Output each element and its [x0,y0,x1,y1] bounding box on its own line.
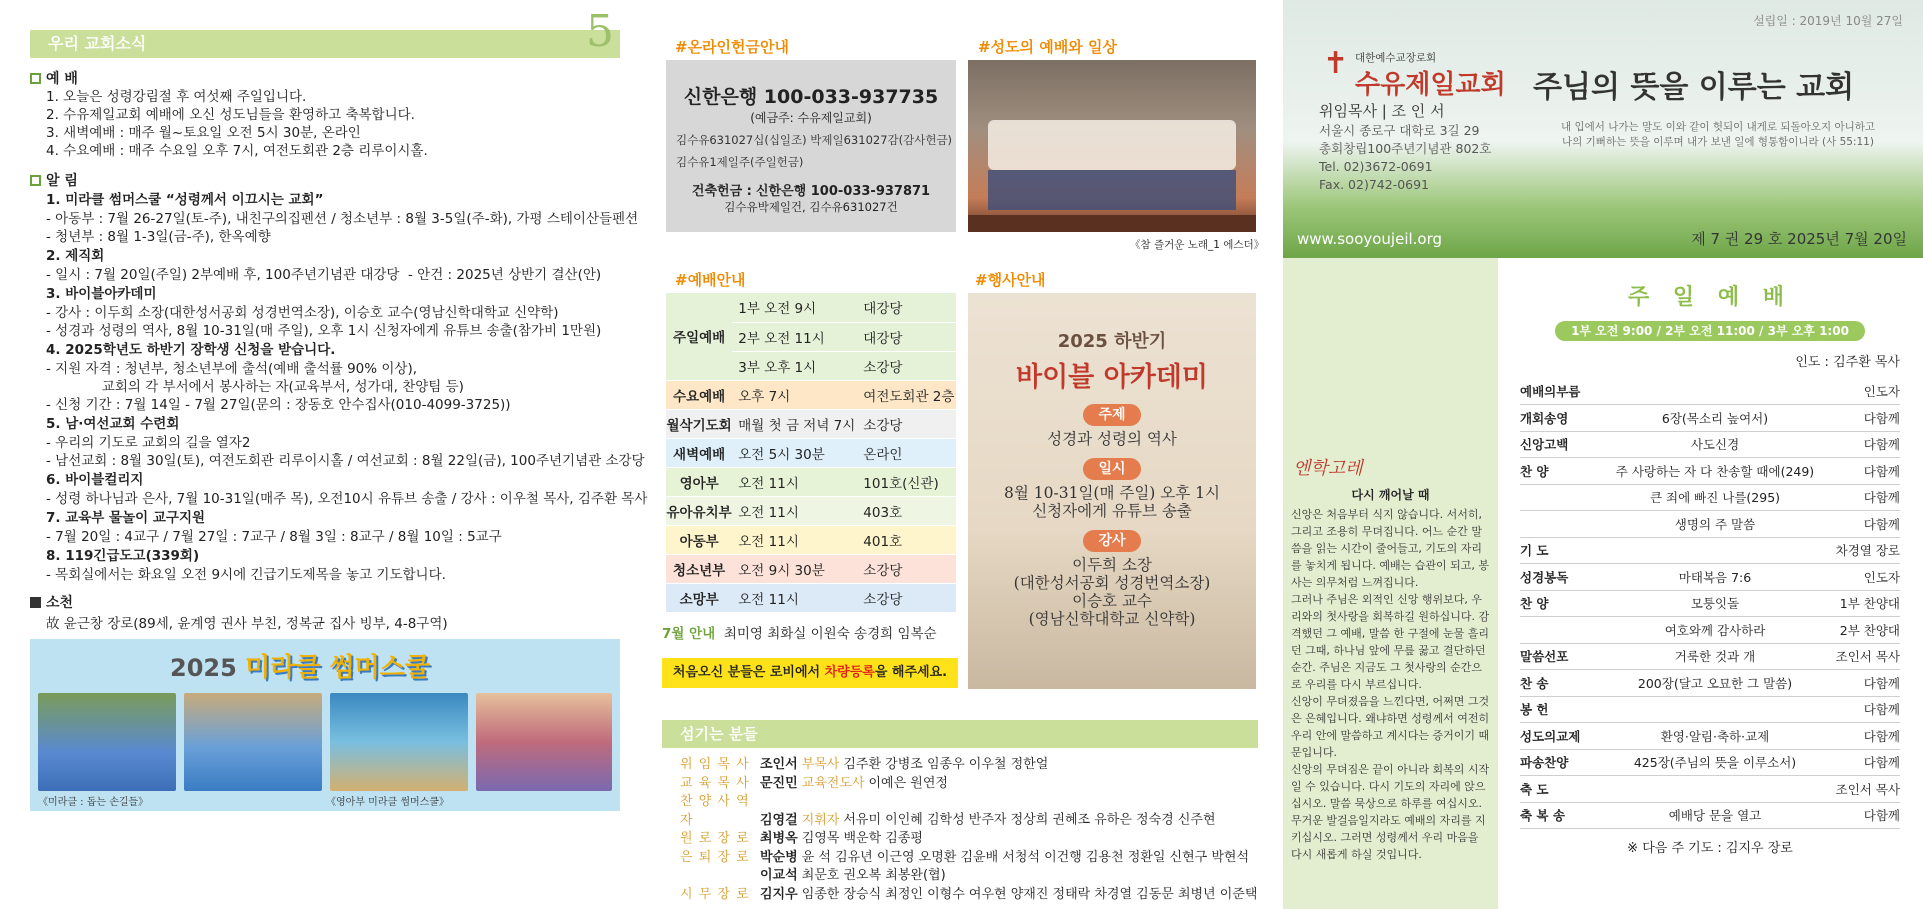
schedule-place: 소강당 [857,409,956,438]
order-item [1520,511,1600,538]
schedule-row [666,467,956,496]
notice-item-line: - 남선교회 : 8월 30일(토), 여전도회관 리루이시홀 / 여선교회 : 8월 22일(금), 100주년기념관 소강당 [46,453,645,469]
notice-item-line: - 지원 자격 : 청년부, 청소년부에 출석(예배 출석률 90% 이상), [46,361,418,377]
offer-hash-title: #온라인헌금안내 [675,38,789,56]
notice-item-title: 2. 제직회 [46,248,105,264]
order-content: 예배당 문을 열고 [1600,802,1830,829]
event-title: 바이블 아카데미 [1016,362,1208,393]
event-topic: 성경과 성령의 역사 [1047,430,1177,448]
bank-account: 신한은행 100-033-937735 [683,86,939,108]
welcome-text-a: 처음오신 분들은 로비에서 [672,665,825,680]
schedule-category: 주일예배 [666,293,732,380]
schedule-category: 새벽예배 [666,438,732,467]
order-item: 성도의교제 [1520,723,1600,750]
schedule-row [666,409,956,438]
order-content: 환영·알림·축하·교제 [1600,723,1830,750]
website-url[interactable]: www.sooyoujeil.org [1297,230,1443,248]
building-offer-label: 건축헌금 : [691,184,752,199]
offer-line-2: 김수유1제일주(주일헌금) [676,155,804,169]
speaker-1: 이두희 소장 [1072,556,1152,574]
order-item: 찬 양 [1520,458,1600,485]
condolence-text: 故 윤근창 장로(89세, 윤계영 권사 부친, 정복균 집사 빙부, 4-8구역) [46,616,448,632]
order-item: 기 도 [1520,537,1600,564]
staff-name: 조인서 [760,757,798,772]
church-header [1283,0,1923,258]
order-row [1520,590,1900,617]
notice-item-title: 7. 교육부 물놀이 교구지원 [46,510,206,526]
notice-title: 알 림 [46,173,78,189]
staff-role: 교육전도사 [801,775,865,791]
order-row [1520,643,1900,670]
order-row [1520,537,1900,564]
schedule-time: 3부 오후 1시 [732,351,857,380]
event-hash-title: #행사안내 [975,271,1046,289]
notice-item-line: - 7월 20일 : 4교구 / 7월 27일 : 7교구 / 8월 3일 : 8교구 / 8월 10일 : 5교구 [46,529,502,545]
established-date: 설립일 : 2019년 10월 27일 [1753,14,1903,28]
schedule-category: 월삭기도회 [666,409,732,438]
staff-name: 김영걸 [760,812,798,828]
order-row [1520,776,1900,803]
order-row [1520,484,1900,511]
photo-title [170,647,430,684]
staff-role: 지휘자 [801,812,840,828]
square-bullet-icon [30,175,41,186]
order-item [1520,617,1600,644]
offer-line-4: 김수유박제일건, 김수유631027건 [724,200,898,214]
photo-title-text: 미라클 썸머스쿨 [245,653,431,683]
staff-label: 위 임 목 사 [680,757,750,772]
service-time-2: 2부 오전 11:00 [1665,324,1755,338]
schedule-place: 401호 [857,525,956,554]
worship-title: 예 배 [46,71,78,87]
notice-item-title: 6. 바이블컬리지 [46,472,144,488]
event-year: 2025 하반기 [1057,331,1167,352]
account-holder: (예금주: 수유제일교회) [750,111,872,125]
order-content: 거룩한 것과 개 [1600,643,1830,670]
order-person: 다함께 [1830,696,1900,723]
guide-label: 7월 안내 [662,626,716,642]
schedule-row [666,496,956,525]
staff-name: 최병옥 [760,831,798,846]
order-person: 인도자 [1830,564,1900,591]
condolence-title [30,592,620,612]
next-week-prayer: ※ 다음 주 기도 : 김지우 장로 [1627,841,1793,856]
order-content [1600,696,1830,723]
issue-info: 제 7 권 29 호 2025년 7월 20일 [1691,230,1907,248]
order-content: 큰 죄에 빠진 나를(295) [1600,484,1830,511]
order-content: 모퉁잇돌 [1600,590,1830,617]
staff-name: 김지우 [760,886,798,902]
speaker-2-title: (영남신학대학교 신약학) [1028,610,1196,628]
notice-item-line: - 성경과 성령의 역사, 8월 10-31일(매 주일), 오후 1시 신청자에게 유튜브 송출(참가비 1만원) [46,323,602,339]
photo-1 [38,693,176,791]
order-item: 신앙고백 [1520,431,1600,458]
photo-caption-2: 《영아부 미라클 썸머스쿨》 [326,797,449,808]
order-person: 조인서 목사 [1830,643,1900,670]
notice-item-line: - 청년부 : 8월 1-3일(금-주), 한옥예향 [46,229,271,245]
notice-item-line: - 우리의 기도로 교회의 길을 열자2 [46,435,251,451]
denomination: 대한예수교장로회 [1355,52,1437,64]
staff-label: 교 육 목 사 [680,775,750,791]
order-row [1520,564,1900,591]
schedule-time: 오전 11시 [732,583,857,612]
church-name: 수유제일교회 [1355,70,1506,100]
staff-row [680,775,1280,794]
schedule-category: 수요예배 [666,380,732,409]
notice-item-title: 1. 미라클 썸머스쿨 “성령께서 이끄시는 교회” [46,192,324,208]
staff-others: 서유미 이인혜 김학성 반주자 정상희 권혜조 유하은 정숙경 신주현 [843,812,1216,828]
schedule-place: 소강당 [857,554,956,583]
order-table [1520,378,1900,829]
staff-row [680,867,1280,886]
staff-role: 부목사 [801,757,840,772]
notice-item-line: - 목회실에서는 화요일 오전 9시에 긴급기도제목을 놓고 기도합니다. [46,567,446,583]
order-item: 축 복 송 [1520,802,1600,829]
worship-line: 1. 오늘은 성령강림절 후 여섯째 주일입니다. [46,89,307,105]
staff-list [680,756,1280,904]
order-content: 생명의 주 말씀 [1600,511,1830,538]
address-2: 총회창립100주년기념관 802호 [1319,141,1492,156]
service-time-1: 1부 오전 9:00 [1571,324,1653,338]
worship-line: 3. 새벽예배 : 매주 월~토요일 오전 5시 30분, 온라인 [46,125,361,141]
staff-others: 윤 석 김유년 이근영 오명환 김윤배 서청석 이건행 김용천 정환일 신현구 박현석 [801,849,1249,865]
schedule-row [666,583,956,612]
square-bullet-icon [30,597,41,608]
order-item: 축 도 [1520,776,1600,803]
staff-others: 임종한 장승식 최정인 이형수 여우현 양재진 정태락 차경열 김동문 최병년 이준택 [801,886,1258,902]
order-person: 다함께 [1830,749,1900,776]
order-content: 주 사랑하는 자 다 찬송할 때에(249) [1600,458,1830,485]
schedule-row [666,380,956,409]
event-stream: 신청자에게 유튜브 송출 [1032,502,1192,520]
photo-caption-1: 《미라클 : 돕는 손길들》 [38,797,149,808]
schedule-row [666,554,956,583]
church-slogan: 주님의 뜻을 이루는 교회 [1533,70,1855,105]
schedule-row [666,438,956,467]
bible-verse [1553,120,1883,150]
guide-names: 최미영 최화실 이원숙 송경희 임복순 [723,626,937,642]
staff-label: 원 로 장 로 [680,831,750,846]
order-person: 다함께 [1830,431,1900,458]
order-person: 다함께 [1830,670,1900,697]
staff-label: 은 퇴 장 로 [680,849,750,865]
building-offer-account: 신한은행 100-033-937871 [756,184,931,199]
order-person: 1부 찬양대 [1830,590,1900,617]
schedule-time: 오후 7시 [732,380,857,409]
notice-item-title: 5. 남·여선교회 수련회 [46,416,180,432]
schedule-place: 여전도회관 2층 [857,380,956,409]
staff-label: 찬 양 사 역 자 [680,794,750,828]
order-person: 다함께 [1830,405,1900,432]
church-news-column [30,6,648,811]
order-content [1600,537,1830,564]
staff-others: 최문호 권오복 최봉완(협) [801,868,946,883]
order-row [1520,696,1900,723]
worship-schedule-table [666,293,956,613]
section-header [30,6,620,58]
condolence-heading: 소천 [46,595,74,611]
staff-others: 이예은 원연정 [868,775,948,791]
staff-row [680,849,1280,868]
order-content [1600,776,1830,803]
fax: Fax. 02)742-0691 [1319,177,1430,192]
schedule-time: 2부 오전 11시 [732,322,857,351]
photo-title-year: 2025 [170,654,237,682]
sunday-worship-order [1520,280,1900,856]
order-row [1520,670,1900,697]
worship-line: 2. 수유제일교회 예배에 오신 성도님들을 환영하고 축복합니다. [46,107,415,123]
worship-order-title: 주 일 예 배 [1628,285,1792,310]
order-row [1520,511,1900,538]
order-item: 개회송영 [1520,405,1600,432]
order-row [1520,378,1900,405]
schedule-place: 소강당 [857,583,956,612]
staff-name: 박순병 [760,849,798,865]
order-row [1520,723,1900,750]
worship-lines [30,88,620,160]
notice-list [30,190,648,584]
senior-pastor: 위임목사 | 조 인 서 [1319,102,1445,120]
order-person: 다함께 [1830,802,1900,829]
schedule-place: 대강당 [857,293,956,322]
speaker-pill: 강사 [1083,530,1141,552]
schedule-time: 1부 오전 9시 [732,293,857,322]
order-item: 찬 양 [1520,590,1600,617]
page-number: 5 [586,6,614,57]
speaker-1-title: (대한성서공회 성경번역소장) [1013,574,1211,592]
topic-pill: 주제 [1083,404,1141,426]
order-item: 봉 헌 [1520,696,1600,723]
order-content: 여호와께 감사하라 [1600,617,1830,644]
choir-photo [968,60,1256,232]
service-leader: 인도 : 김주환 목사 [1795,355,1900,370]
photo-2 [184,693,322,791]
staff-others: 김영목 백운학 김종평 [801,831,923,846]
order-item [1520,484,1600,511]
address-1: 서울시 종로구 대학로 3길 29 [1319,123,1480,138]
schedule-place: 온라인 [857,438,956,467]
schedule-time: 오전 11시 [732,467,857,496]
notice-item-line: - 일시 : 7월 20일(주일) 2부예배 후, 100주년기념관 대강당 - 안건 : 2025년 상반기 결산(안) [46,267,602,283]
building-offer-line [666,180,956,199]
order-row [1520,431,1900,458]
church-contact [1319,122,1491,194]
order-item: 찬 송 [1520,670,1600,697]
order-person: 다함께 [1830,723,1900,750]
worship-block-title [30,68,620,88]
cross-logo-icon: ✝ [1323,46,1349,81]
staff-name: 문진민 [760,775,798,791]
date-pill: 일시 [1083,458,1141,480]
order-content [1600,378,1830,405]
welcome-text-c: 을 해주세요. [874,665,948,680]
service-time-3: 3부 오후 1:00 [1767,324,1849,338]
welcome-banner [662,658,958,688]
notice-item-title: 4. 2025학년도 하반기 장학생 신청을 받습니다. [46,342,336,358]
verse-line-2: 나의 기뻐하는 뜻을 이루며 내가 보낸 일에 형통함이니라 (사 55:11) [1562,136,1874,148]
staff-row [680,756,1280,775]
welcome-highlight: 차량등록 [824,665,875,680]
order-row [1520,405,1900,432]
notice-item-line: - 강사 : 이두희 소장(대한성서공회 성경번역소장), 이승호 교수(영남신학대학교 신약학) [46,305,559,321]
essay-column [1283,258,1498,909]
square-bullet-icon [30,73,41,84]
order-person: 차경열 장로 [1830,537,1900,564]
schedule-category: 아동부 [666,525,732,554]
offer-line-1: 김수유631027십(십일조) 박제일631027감(감사헌금) [676,133,953,147]
schedule-hash-title: #예배안내 [675,271,746,289]
choir-image [968,60,1256,232]
essay-heading: 엔학고레 [1293,458,1363,479]
worship-line: 4. 수요예배 : 매주 수요일 오후 7시, 여전도회관 2층 리루이시홀. [46,143,428,159]
summer-school-photo-box [30,639,620,811]
staff-section-header: 섬기는 분들 [662,720,1258,748]
order-row [1520,802,1900,829]
schedule-time: 오전 11시 [732,496,857,525]
notice-item-line: - 아동부 : 7월 26-27일(토-주), 내친구의집펜션 / 청소년부 : 8월 3-5일(주-화), 가평 스테이산들펜션 [46,211,639,227]
staff-row [680,793,1280,830]
order-item: 성경봉독 [1520,564,1600,591]
order-content: 200장(달고 오묘한 그 말씀) [1600,670,1830,697]
notice-item-line: 교회의 각 부서에서 봉사하는 자(교육부서, 성가대, 찬양팀 등) [46,379,464,395]
order-content: 6장(목소리 높여서) [1600,405,1830,432]
order-item: 말씀선포 [1520,643,1600,670]
order-item: 파송찬양 [1520,749,1600,776]
order-person: 조인서 목사 [1830,776,1900,803]
section-title: 우리 교회소식 [48,34,147,53]
schedule-row [666,293,956,322]
order-row [1520,617,1900,644]
order-item: 예배의부름 [1520,378,1600,405]
staff-others: 김주환 강병조 임종우 이우철 정한얼 [843,757,1049,772]
schedule-time: 오전 9시 30분 [732,554,857,583]
service-times: 1부 오전 9:00 / 2부 오전 11:00 / 3부 오후 1:00 [1555,321,1865,341]
choir-caption: 《참 즐거운 노래_1 에스더》 [1130,239,1265,251]
telephone: Tel. 02)3672-0691 [1319,159,1433,174]
order-person: 2부 찬양대 [1830,617,1900,644]
schedule-place: 대강당 [857,322,956,351]
online-offering-box [666,60,956,232]
order-person: 다함께 [1830,511,1900,538]
schedule-place: 403호 [857,496,956,525]
speaker-2: 이승호 교수 [1072,592,1152,610]
choir-hash-title: #성도의 예배와 일상 [978,38,1117,56]
monthly-guide [662,622,937,642]
essay-body: 신앙은 처음부터 식지 않습니다. 서서히, 그리고 조용히 무뎌집니다. 어느 순간 말씀을 읽는 시간이 줄어들고, 기도의 자리를 놓치게 됩니다. 예배는 습관이 되고, 봉사는 의무처럼 느껴집니다. 그러나 주님은 외적인 신앙 행위보다, 우리와의 첫사랑을 회복하길 원하십니다. 감격했던 그 예배, 말씀 한 구절에 눈물 흘리던 그때, 하나님 앞에 무릎 꿇고 결단하던 순간. 주님은 지금도 그 첫사랑의 순간으로 우리를 다시 부르십니다. 신앙이 무뎌졌음을 느낀다면, 어쩌면 그것은 은혜입니다. 왜냐하면 성령께서 여전히 우리 안에 말씀하고 계시다는 증거이기 때문입니다. 신앙의 무뎌짐은 끝이 아니라 회복의 시작일 수 있습니다. 다시 기도의 자리에 앉으십시오. 말씀 묵상으로 하루를 여십시오. 무거운 발걸음일지라도 예배의 자리를 지키십시오. 그러면 성령께서 우리 마음을 다시 새롭게 하실 것입니다. [1291,508,1490,861]
notice-item-line: - 신청 기간 : 7월 14일 - 7월 27일(문의 : 장동호 안수집사(010-4099-3725)) [46,397,511,413]
schedule-place: 소강당 [857,351,956,380]
photo-4 [476,693,612,791]
order-content: 사도신경 [1600,431,1830,458]
order-person: 인도자 [1830,378,1900,405]
order-content: 425장(주님의 뜻을 이루소서) [1600,749,1830,776]
bible-academy-poster [968,293,1256,689]
staff-row [680,830,1280,849]
notice-item-title: 8. 119긴급도고(339회) [46,548,200,564]
schedule-category: 유아유치부 [666,496,732,525]
order-content: 마태복음 7:6 [1600,564,1830,591]
photo-3 [330,693,468,791]
schedule-time: 매월 첫 금 저녁 7시 [732,409,857,438]
schedule-category: 청소년부 [666,554,732,583]
staff-label: 시 무 장 로 [680,886,750,902]
order-person: 다함께 [1830,458,1900,485]
schedule-category: 영아부 [666,467,732,496]
notice-item-line: - 성령 하나님과 은사, 7월 10-31일(매주 목), 오전10시 유튜브 송출 / 강사 : 이우철 목사, 김주환 목사 [46,491,648,507]
staff-row [680,886,1280,905]
schedule-time: 오전 11시 [732,525,857,554]
notice-item-title: 3. 바이블아카데미 [46,286,157,302]
verse-line-1: 내 입에서 나가는 말도 이와 같이 헛되이 내게로 되돌아오지 아니하고 [1560,121,1876,133]
order-row [1520,458,1900,485]
staff-name: 이교석 [760,868,798,883]
order-person: 다함께 [1830,484,1900,511]
schedule-row [666,525,956,554]
event-date: 8월 10-31일(매 주일) 오후 1시 [1004,484,1220,502]
essay-subtitle: 다시 깨어날 때 [1351,488,1430,502]
schedule-place: 101호(신관) [857,467,956,496]
schedule-category: 소망부 [666,583,732,612]
schedule-time: 오전 5시 30분 [732,438,857,467]
order-row [1520,749,1900,776]
notice-block-title [30,170,620,190]
